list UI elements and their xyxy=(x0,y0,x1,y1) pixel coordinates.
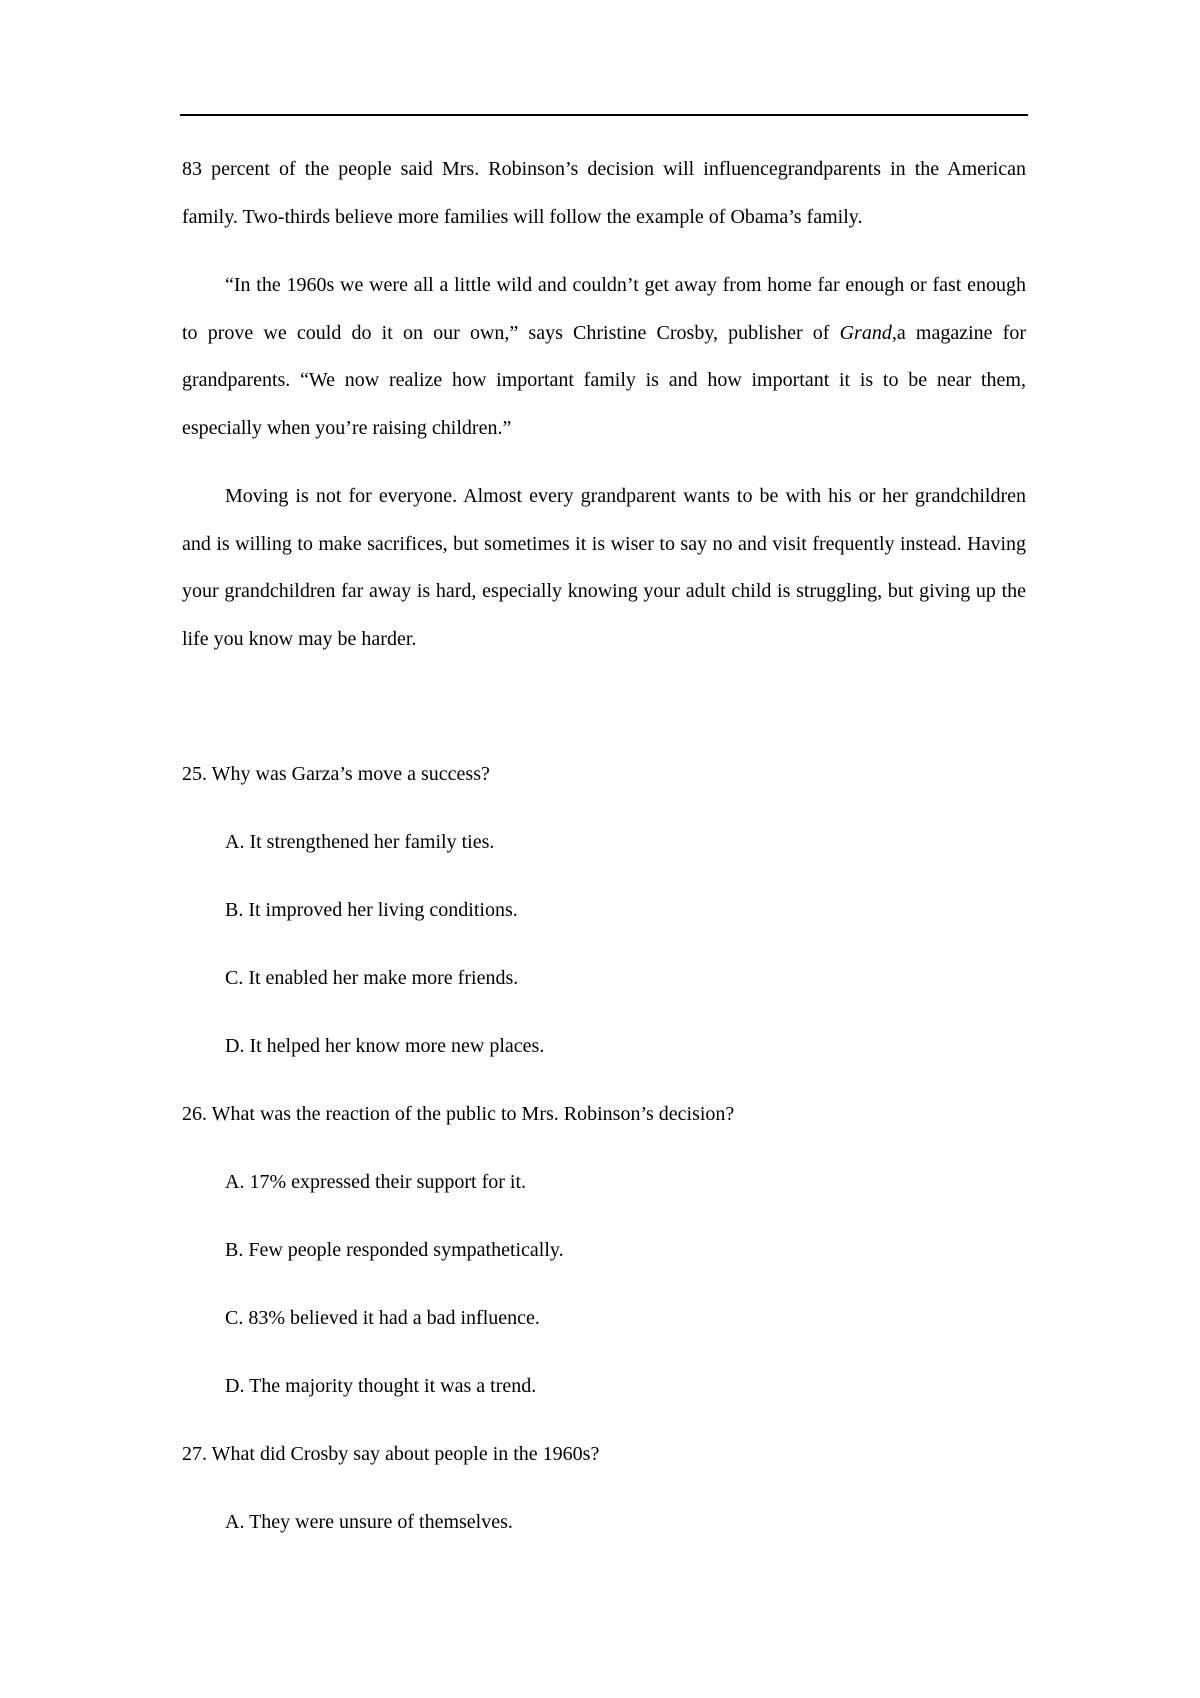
magazine-title: Grand xyxy=(839,321,892,344)
paragraph-2-text-end: ,a magazine for grandparents. “We now realize how important family is and how important it is to be near them, especially when you’re raising children.” xyxy=(182,321,1026,439)
question-26-stem: 26. What was the reaction of the public to Mrs. Robinson’s decision? xyxy=(182,1103,735,1125)
passage-paragraph-2 xyxy=(182,262,1026,452)
passage-paragraph-1-container xyxy=(182,146,1026,241)
question-25-option-a: A. It strengthened her family ties. xyxy=(225,831,495,853)
question-25-option-d: D. It helped her know more new places. xyxy=(225,1035,545,1057)
question-25-option-c: C. It enabled her make more friends. xyxy=(225,967,519,989)
question-26-option-d: D. The majority thought it was a trend. xyxy=(225,1375,537,1397)
question-25-option-b: B. It improved her living conditions. xyxy=(225,899,518,921)
question-27-stem: 27. What did Crosby say about people in the 1960s? xyxy=(182,1443,600,1465)
question-27-option-a: A. They were unsure of themselves. xyxy=(225,1511,513,1533)
question-26-option-a: A. 17% expressed their support for it. xyxy=(225,1171,527,1193)
question-25-stem: 25. Why was Garza’s move a success? xyxy=(182,763,490,785)
passage-paragraph-3: Moving is not for everyone. Almost every grandparent wants to be with his or her grandchildren and is willing to make sacrifices, but sometimes it is wiser to say no and visit frequently instead. Having your grandchildren far away is hard, especially knowing your adult child is struggling, but giving up the life you know may be harder. xyxy=(182,485,1026,650)
paragraph-2-text-start: “In the 1960s we were all a little wild and couldn’t get away from home far enough or fast enough to prove we could do it on our own,” says Christine Crosby, publisher of xyxy=(182,274,1026,344)
passage-paragraph-3-container xyxy=(182,473,1026,663)
question-26-option-c: C. 83% believed it had a bad influence. xyxy=(225,1307,540,1329)
question-26-option-b: B. Few people responded sympathetically. xyxy=(225,1239,564,1261)
passage-paragraph-1: 83 percent of the people said Mrs. Robinson’s decision will influencegrandparents in the American family. Two-thirds believe more families will follow the example of Obama’s family. xyxy=(182,158,1026,228)
passage-paragraph-2-container xyxy=(182,262,1026,452)
header-rule xyxy=(180,114,1028,116)
